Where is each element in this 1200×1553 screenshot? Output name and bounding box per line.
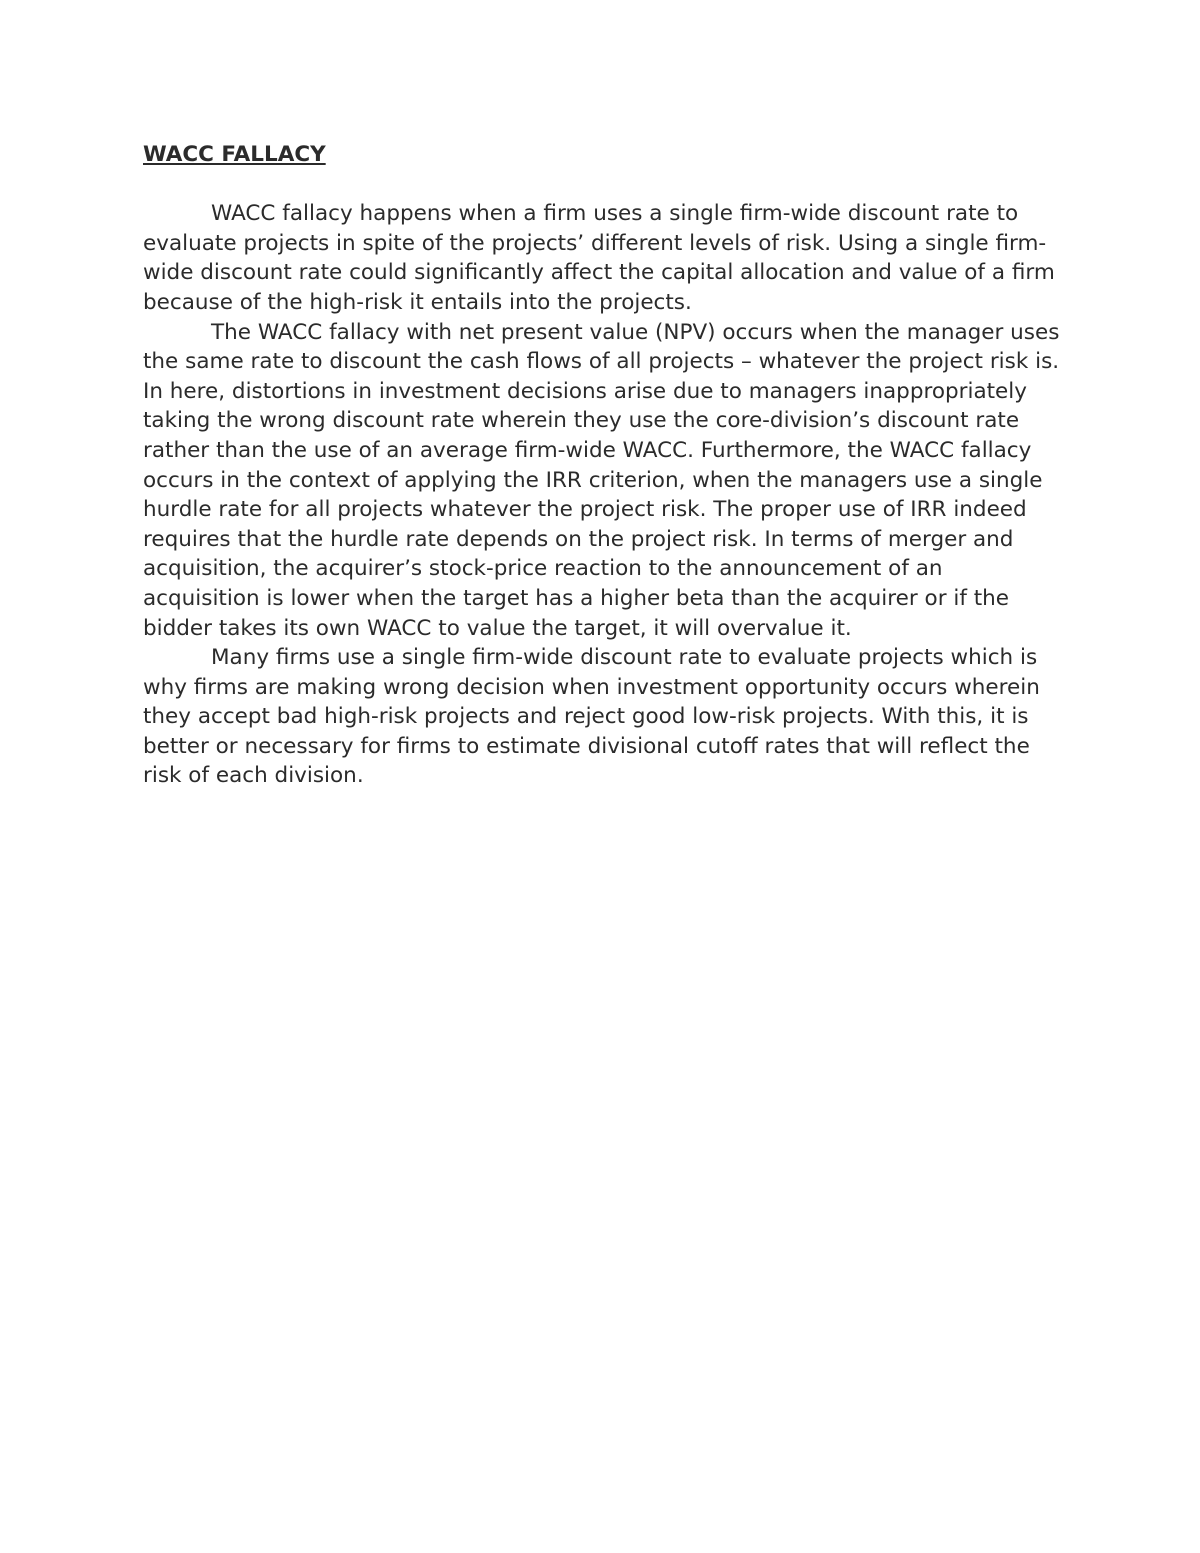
- document-body: [143, 140, 1063, 791]
- paragraph-npv-irr: The WACC fallacy with net present value (NPV) occurs when the manager uses the same rate to discount the cash flows of all projects – whatever the project risk is. In here, distortions in investment decisions arise due to managers inappropriately taking the wrong discount rate wherein they use the core-division’s discount rate rather than the use of an average firm-wide WACC. Furthermore, the WACC fallacy occurs in the context of applying the IRR criterion, when the managers use a single hurdle rate for all projects whatever the project risk. The proper use of IRR indeed requires that the hurdle rate depends on the project risk. In terms of merger and acquisition, the acquirer’s stock-price reaction to the announcement of an acquisition is lower when the target has a higher beta than the acquirer or if the bidder takes its own WACC to value the target, it will overvalue it.: [143, 319, 1060, 641]
- paragraph-definition: WACC fallacy happens when a firm uses a single firm-wide discount rate to evaluate projects in spite of the projects’ different levels of risk. Using a single firm-wide discount rate could significantly affect the capital allocation and value of a firm because of the high-risk it entails into the projects.: [143, 201, 1055, 315]
- paragraph-conclusion: Many firms use a single firm-wide discount rate to evaluate projects which is why firms are making wrong decision when investment opportunity occurs wherein they accept bad high-risk projects and reject good low-risk projects. With this, it is better or necessary for firms to estimate divisional cutoff rates that will reflect the risk of each division.: [143, 645, 1040, 789]
- document-title: WACC FALLACY: [143, 142, 326, 167]
